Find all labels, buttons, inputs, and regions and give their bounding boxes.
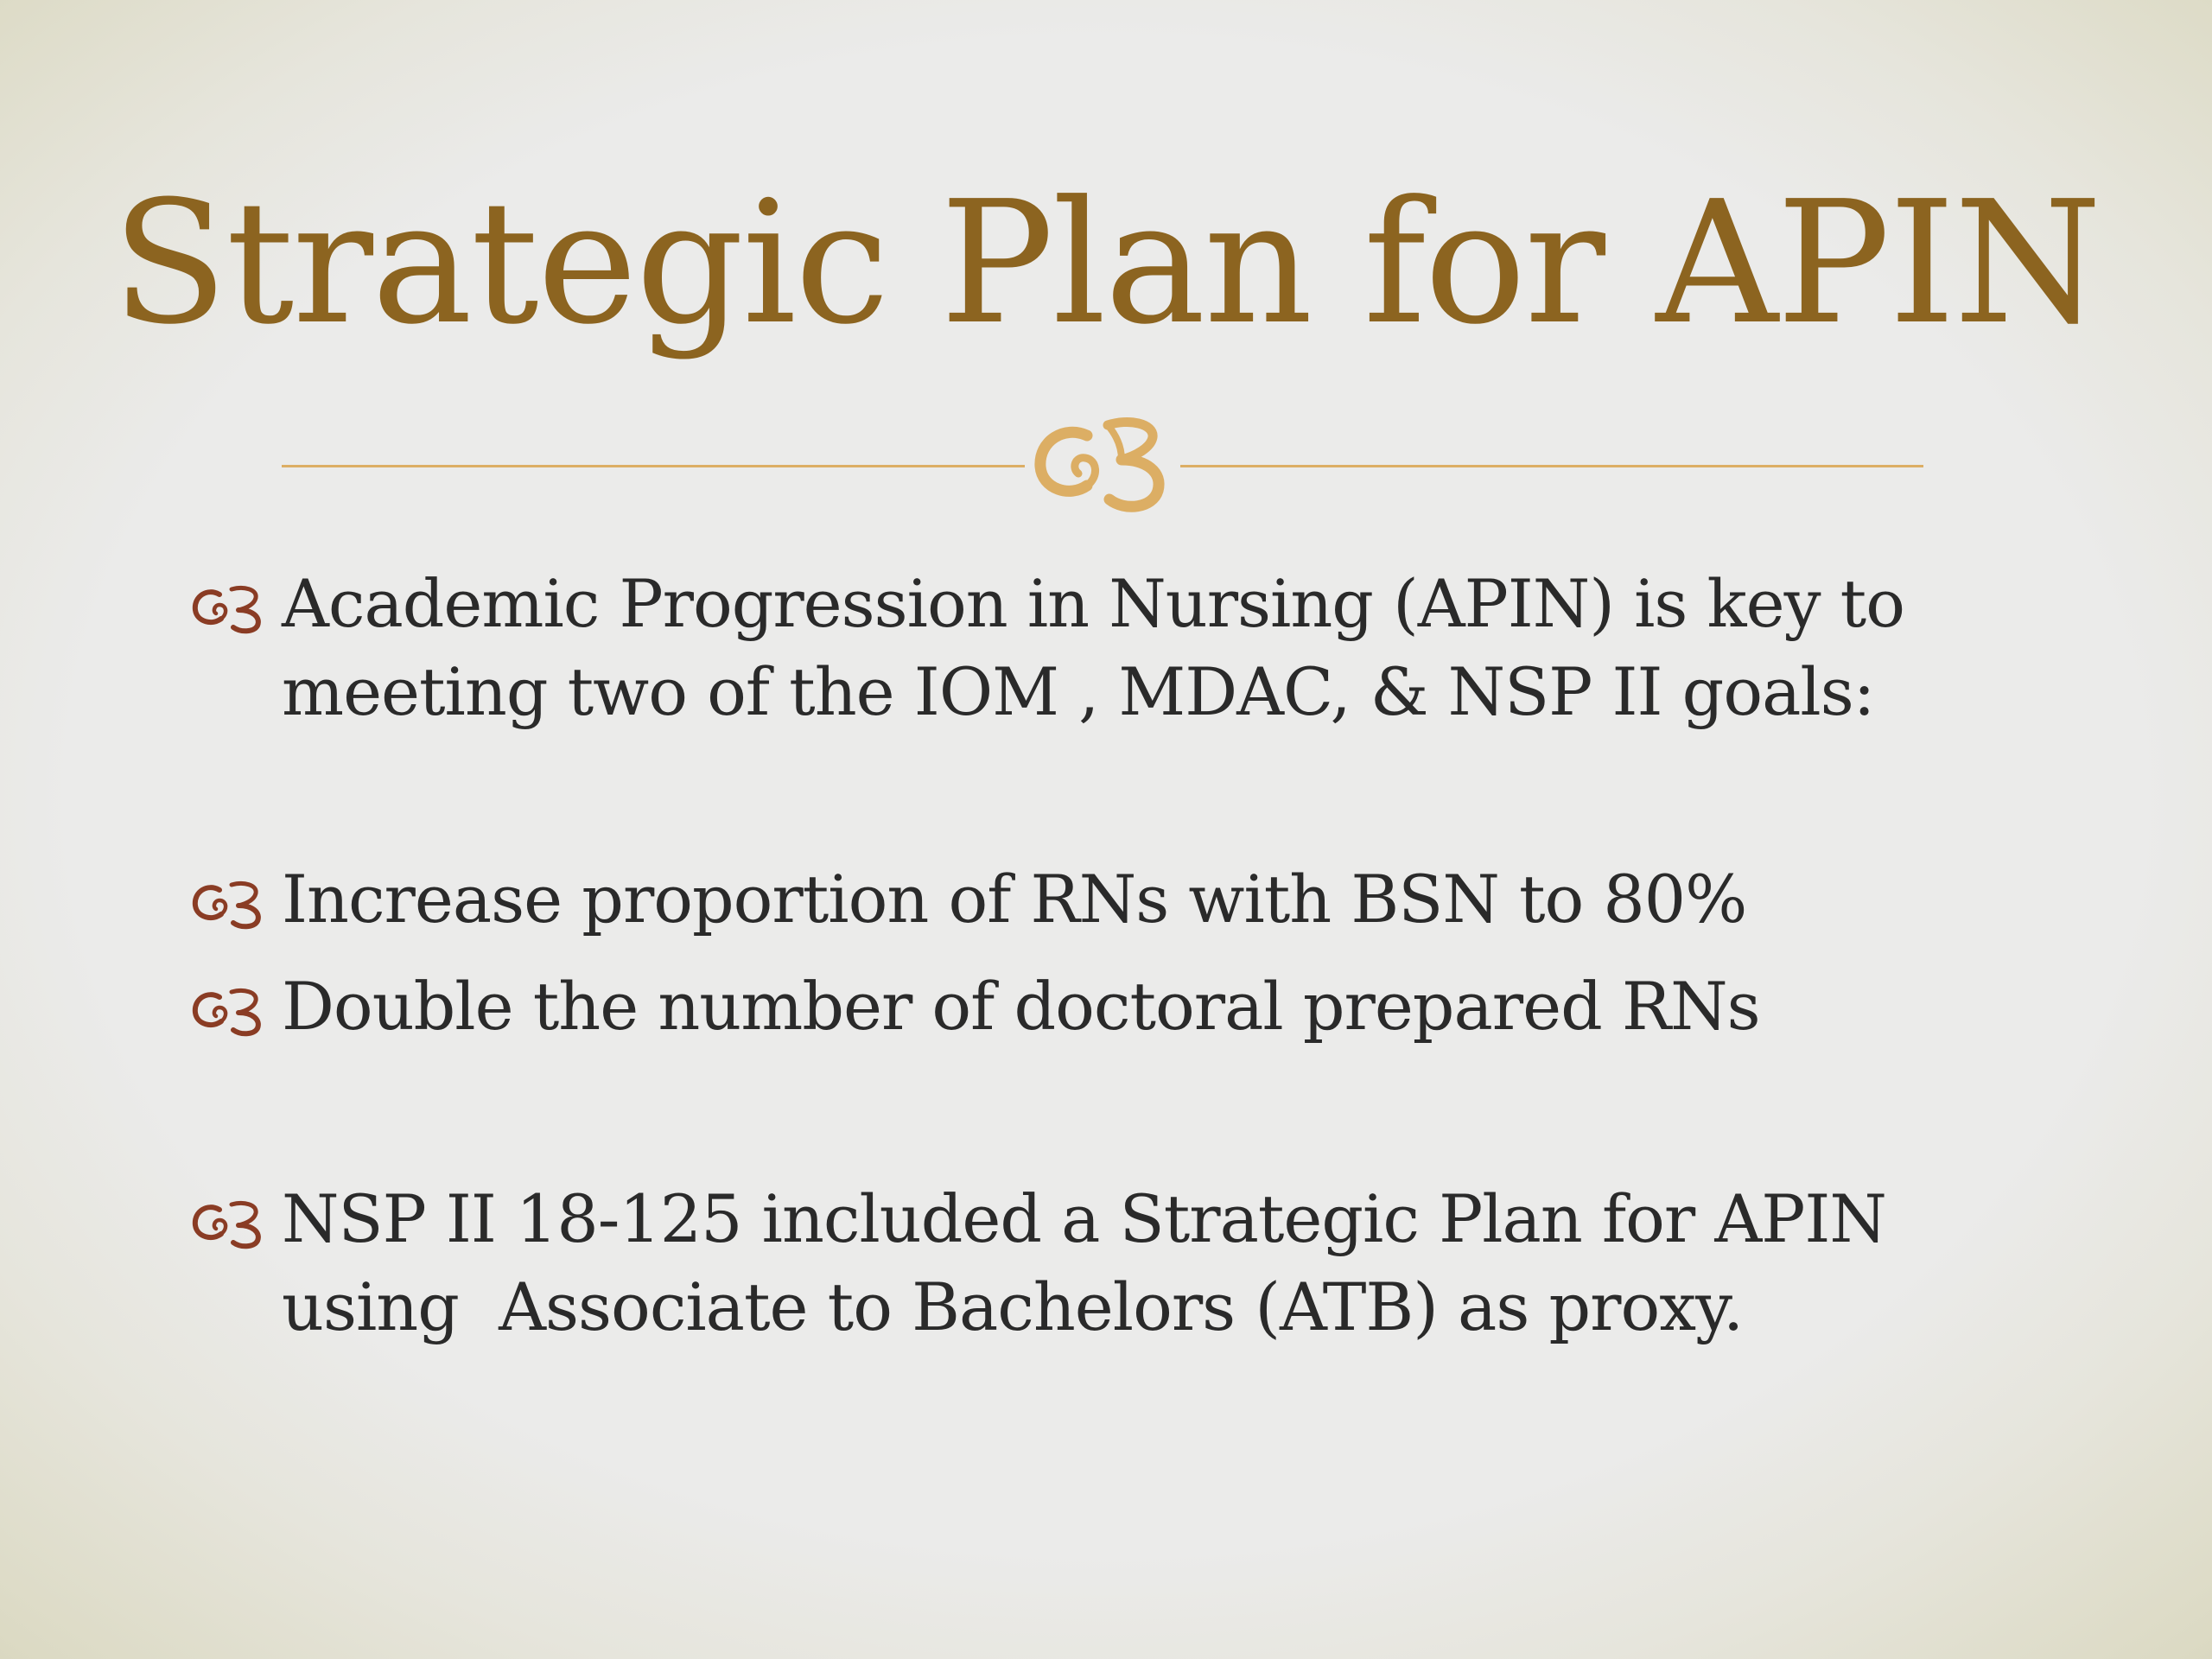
bullet-line: Increase proportion of RNs with BSN to 80% [282,861,1747,938]
bullet-line: NSP II 18-125 included a Strategic Plan for APIN [282,1180,1886,1257]
bullet-line: meeting two of the IOM , MDAC, & NSP II goals: [282,653,1875,730]
bullet-line: Double the number of doctoral prepared RNs [282,968,1760,1045]
flourish-bullet-icon [190,980,263,1039]
bullet-line: using Associate to Bachelors (ATB) as proxy. [282,1268,1744,1345]
flourish-bullet-icon [190,577,263,636]
flourish-bullet-icon [190,873,263,931]
bullet-text [282,963,2018,1051]
flourish-bullet-icon [190,1192,263,1251]
bullet-text [282,560,2018,736]
slide-title: Strategic Plan for APIN [111,165,2101,362]
bullet-line: Academic Progression in Nursing (APIN) is key to [282,565,1904,642]
bullet-text [282,855,2018,944]
bullet-text [282,1175,2018,1351]
